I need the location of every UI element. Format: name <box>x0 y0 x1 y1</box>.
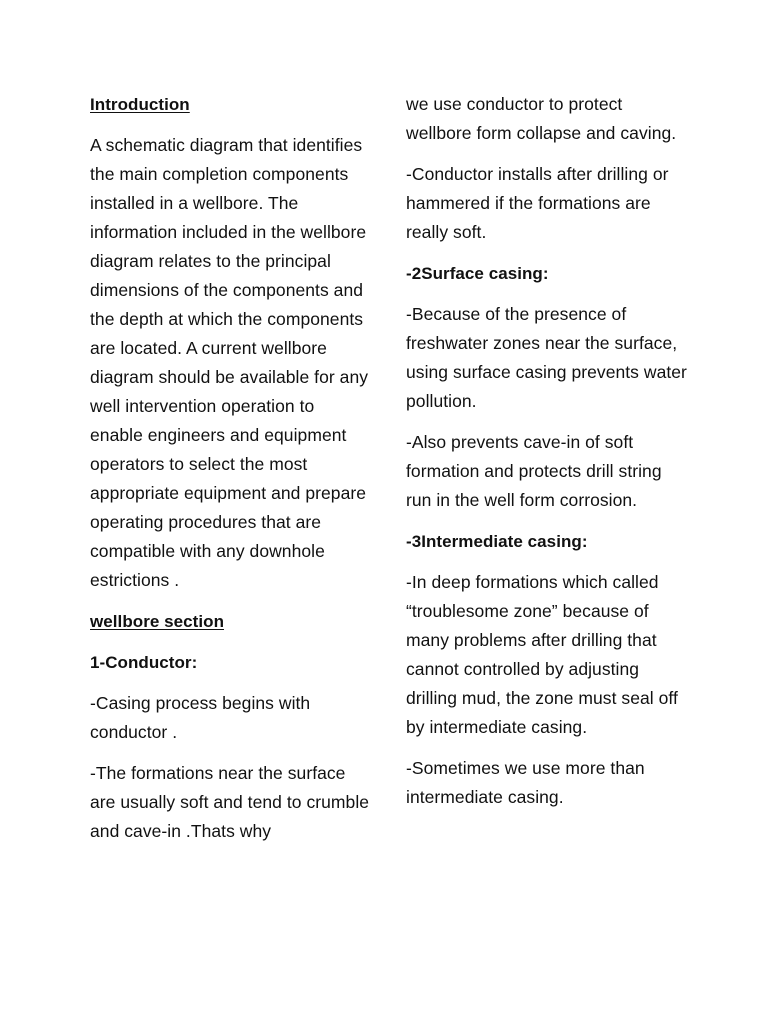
conductor-paragraph-2: -The formations near the surface are usually soft and tend to crumble and cave-in .Thats why <box>90 763 370 841</box>
conductor-paragraph-2-continued: we use conductor to protect wellbore form collapse and caving. <box>406 94 677 143</box>
wellbore-section-heading: wellbore section <box>90 612 225 631</box>
right-column <box>406 90 691 824</box>
intermediate-casing-paragraph-2: -Sometimes we use more than intermediate casing. <box>406 758 645 807</box>
introduction-paragraph: A schematic diagram that identifies the main completion components installed in a wellbore. The information included in the wellbore diagram relates to the principal dimensions of the components and the depth at which the components are located. A current wellbore diagram should be available for any well intervention operation to enable engineers and equipment operators to select the most appropriate equipment and prepare operating procedures that are compatible with any downhole estrictions . <box>90 135 369 590</box>
surface-casing-paragraph-2: -Also prevents cave-in of soft formation and protects drill string run in the well form corrosion. <box>406 432 662 510</box>
intermediate-casing-heading: -3Intermediate casing: <box>406 532 588 551</box>
intermediate-casing-paragraph-1: -In deep formations which called “troublesome zone” because of many problems after drilling that cannot controlled by adjusting drilling mud, the zone must seal off by intermediate casing. <box>406 572 678 737</box>
conductor-heading: 1-Conductor: <box>90 653 198 672</box>
surface-casing-paragraph-1: -Because of the presence of freshwater zones near the surface, using surface casing prevents water pollution. <box>406 304 687 411</box>
conductor-paragraph-1: -Casing process begins with conductor . <box>90 693 311 742</box>
conductor-paragraph-3: -Conductor installs after drilling or hammered if the formations are really soft. <box>406 164 669 242</box>
surface-casing-heading: -2Surface casing: <box>406 264 549 283</box>
introduction-heading: Introduction <box>90 95 190 114</box>
left-column <box>90 90 370 858</box>
